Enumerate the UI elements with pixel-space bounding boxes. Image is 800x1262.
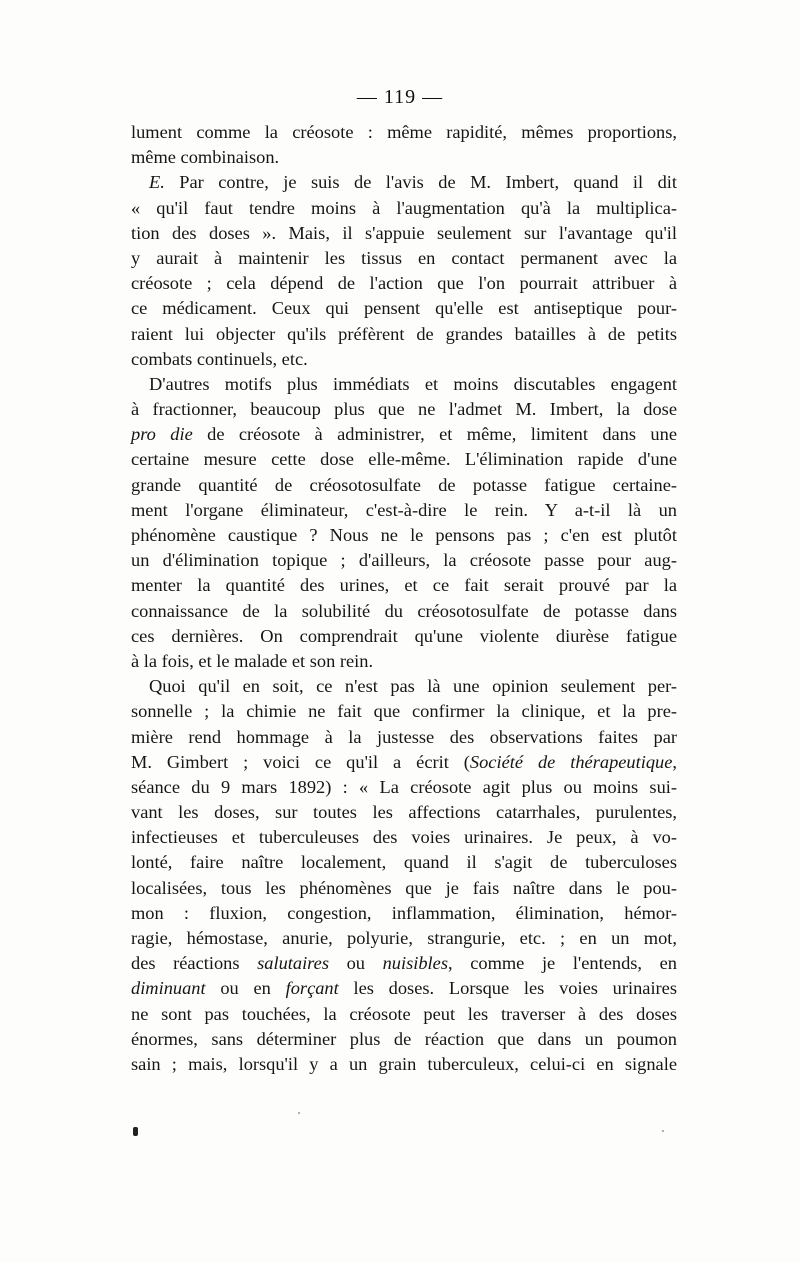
text-line: [131, 674, 677, 699]
text-run: certaine mesure cette dose elle-même. L'élimination rapide d'une: [131, 449, 677, 470]
text-line: [131, 876, 677, 901]
text-line: [131, 599, 677, 624]
text-run: menter la quantité des urines, et ce fait serait prouvé par la: [131, 575, 677, 596]
text-line: [131, 951, 677, 976]
text-line: [131, 624, 677, 649]
text-line: [131, 901, 677, 926]
text-run: à fractionner, beaucoup plus que ne l'admet M. Imbert, la dose: [131, 399, 677, 420]
text-run: phénomène caustique ? Nous ne le pensons pas ; c'en est plutôt: [131, 525, 677, 545]
body-text: [131, 120, 677, 1077]
paper-speck: [298, 1112, 300, 1114]
text-line: [131, 196, 677, 221]
text-run: vant les doses, sur toutes les affections catarrhales, purulentes,: [131, 802, 677, 823]
text-run: sain ; mais, lorsqu'il y a un grain tuberculeux, celui-ci en signale: [131, 1053, 677, 1074]
ink-mark: [133, 1127, 138, 1136]
text-run: énormes, sans déterminer plus de réaction que dans un poumon: [131, 1028, 677, 1049]
text-line: [131, 397, 677, 422]
text-line: [131, 1002, 677, 1027]
text-line: [131, 120, 677, 145]
text-run: ragie, hémostase, anurie, polyurie, strangurie, etc. ; en un mot,: [131, 928, 677, 948]
text-run: Par contre, je suis de l'avis de M. Imbert, quand il dit: [164, 172, 677, 193]
text-line: [131, 498, 677, 523]
text-run: « qu'il faut tendre moins à l'augmentation qu'à la multiplica-: [131, 197, 677, 218]
text-line: [131, 1027, 677, 1052]
text-run: y aurait à maintenir les tissus en contact permanent avec la: [131, 247, 677, 268]
text-run: séance du 9 mars 1892) : « La créosote agit plus ou moins sui-: [131, 776, 677, 797]
text-line: [131, 347, 677, 372]
text-run: mon : fluxion, congestion, inflammation, élimination, hémor-: [131, 902, 677, 923]
text-line: [131, 750, 677, 775]
text-line: [131, 976, 677, 1001]
text-run: des réactions: [131, 953, 258, 974]
text-run: combats continuels, etc.: [131, 348, 308, 369]
text-line: [131, 221, 677, 246]
text-run: lonté, faire naître localement, quand il s'agit de tuberculoses: [131, 852, 677, 873]
text-run: de créosote à administrer, et même, limitent dans une: [192, 424, 677, 445]
italic-text: forçant: [285, 978, 339, 999]
text-line: [131, 800, 677, 825]
text-run: M. Gimbert ; voici ce qu'il a écrit (: [131, 751, 470, 772]
text-run: grande quantité de créosotosulfate de potasse fatigue certaine-: [131, 474, 677, 495]
italic-text: diminuant: [131, 978, 206, 999]
text-line: [131, 296, 677, 321]
text-run: infectieuses et tuberculeuses des voies urinaires. Je peux, à vo-: [131, 827, 677, 848]
text-line: [131, 548, 677, 573]
italic-text: salutaires: [257, 953, 329, 974]
text-line: [131, 447, 677, 472]
text-line: [131, 170, 677, 195]
text-line: [131, 725, 677, 750]
text-run: un d'élimination topique ; d'ailleurs, la créosote passe pour aug-: [131, 550, 677, 571]
text-line: [131, 271, 677, 296]
text-line: [131, 145, 677, 170]
text-line: [131, 649, 677, 674]
italic-text: nuisibles: [382, 953, 448, 974]
text-run: tion des doses ». Mais, il s'appuie seulement sur l'avantage qu'il: [131, 222, 677, 243]
text-run: les doses. Lorsque les voies urinaires: [338, 978, 677, 999]
text-line: [131, 473, 677, 498]
text-line: [131, 1052, 677, 1077]
text-line: [131, 825, 677, 850]
text-run: raient lui objecter qu'ils préfèrent de grandes batailles à de petits: [131, 323, 677, 344]
text-run: D'autres motifs plus immédiats et moins discutables engagent: [149, 373, 677, 394]
text-line: [131, 850, 677, 875]
text-line: [131, 775, 677, 800]
text-run: ne sont pas touchées, la créosote peut les traverser à des doses: [131, 1003, 677, 1024]
paper-speck: [662, 1130, 664, 1132]
text-run: ou en: [205, 978, 286, 999]
text-line: [131, 523, 677, 548]
text-run: ce médicament. Ceux qui pensent qu'elle est antiseptique pour-: [131, 298, 677, 319]
text-line: [131, 422, 677, 447]
text-run: ment l'organe éliminateur, c'est-à-dire le rein. Y a-t-il là un: [131, 499, 677, 520]
text-run: localisées, tous les phénomènes que je fais naître dans le pou-: [131, 877, 677, 898]
text-line: [131, 246, 677, 271]
text-run: lument comme la créosote : même rapidité, mêmes proportions,: [131, 122, 677, 142]
text-run: sonnelle ; la chimie ne fait que confirmer la clinique, et la pre-: [131, 701, 677, 722]
italic-text: pro die: [131, 424, 193, 445]
text-run: , comme je l'entends, en: [448, 953, 677, 974]
text-run: ou: [328, 953, 383, 974]
text-line: [131, 372, 677, 397]
text-run: mière rend hommage à la justesse des observations faites par: [131, 726, 677, 747]
italic-text: E.: [149, 172, 165, 193]
text-line: [131, 926, 677, 951]
italic-text: Société de thérapeutique: [469, 751, 673, 772]
text-run: à la fois, et le malade et son rein.: [131, 650, 374, 671]
text-run: connaissance de la solubilité du créosotosulfate de potasse dans: [131, 600, 677, 621]
text-line: [131, 573, 677, 598]
text-run: Quoi qu'il en soit, ce n'est pas là une opinion seulement per-: [149, 676, 677, 697]
text-line: [131, 699, 677, 724]
text-run: ces dernières. On comprendrait qu'une violente diurèse fatigue: [131, 625, 677, 646]
text-run: ,: [672, 751, 678, 772]
text-line: [131, 322, 677, 347]
page-number: — 119 —: [356, 86, 444, 108]
text-run: créosote ; cela dépend de l'action que l'on pourrait attribuer à: [131, 273, 677, 294]
text-run: même combinaison.: [131, 147, 280, 168]
